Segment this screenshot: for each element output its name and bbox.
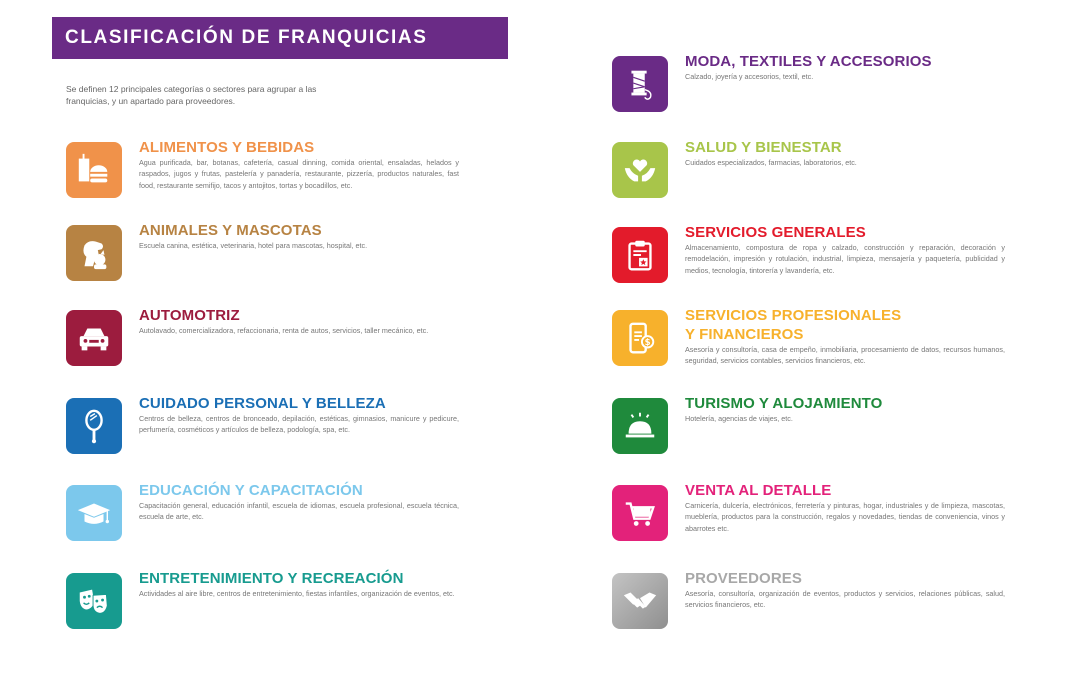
category-title: SALUD Y BIENESTAR [685,139,842,156]
car-icon [66,310,122,366]
category-description: Autolavado, comercializadora, refaccionaria, renta de autos, servicios, taller mecánico, etc. [139,326,429,335]
category-description: Centros de belleza, centros de bronceado, depilación, estéticas, gimnasios, manicure y pedicure, perfumería, cosméticos y artículos de belleza, podología, spa, etc. [139,414,459,435]
category-description: Actividades al aire libre, centros de entretenimiento, fiestas infantiles, organización de eventos, etc. [139,589,455,598]
clipboard-icon [612,227,668,283]
category-title: ENTRETENIMIENTO Y RECREACIÓN [139,570,404,587]
theater-masks-icon [66,573,122,629]
handshake-icon [612,573,668,629]
category-title: SERVICIOS PROFESIONALES Y FINANCIEROS [685,307,902,343]
category-description: Escuela canina, estética, veterinaria, hotel para mascotas, hospital, etc. [139,241,368,250]
graduation-cap-icon [66,485,122,541]
mirror-icon [66,398,122,454]
category-description: Carnicería, dulcería, electrónicos, ferretería y pinturas, hogar, industriales y de limpieza, mascotas, mueblería, productos para la construcción, regalos y novedades, tiendas de conveniencia, vinos y abarrotes etc. [685,501,1005,533]
food-icon [66,142,122,198]
intro-text: Se definen 12 principales categorías o sectores para agrupar a las franquicias, y un apartado para proveedores. [66,84,317,106]
category-title: AUTOMOTRIZ [139,307,240,324]
page-title: CLASIFICACIÓN DE FRANQUICIAS [65,27,428,48]
category-description: Hotelería, agencias de viajes, etc. [685,414,793,423]
phone-money-icon [612,310,668,366]
category-title: ALIMENTOS Y BEBIDAS [139,139,315,156]
category-title: TURISMO Y ALOJAMIENTO [685,395,883,412]
category-description: Calzado, joyería y accesorios, textil, etc. [685,72,814,81]
category-description: Cuidados especializados, farmacias, laboratorios, etc. [685,158,857,167]
category-title: ANIMALES Y MASCOTAS [139,222,322,239]
category-title: EDUCACIÓN Y CAPACITACIÓN [139,482,363,499]
service-bell-icon [612,398,668,454]
category-description: Agua purificada, bar, botanas, cafetería, casual dinning, comida oriental, ensaladas, helados y raspados, jugos y frutas, pastelería y panadería, restaurante, pizzería, productos naturales, fast food, restaurante semifijo, tacos y antojitos, tortas y bocadillos, etc. [139,158,459,190]
page-title-banner [52,17,508,59]
category-title: SERVICIOS GENERALES [685,224,866,241]
category-description: Asesoría y consultoría, casa de empeño, inmobiliaria, procesamiento de datos, recursos humanos, seguridad, servicios contables, servicios financieros, etc. [685,345,1005,366]
thread-spool-icon [612,56,668,112]
svg-text:$: $ [644,338,651,349]
category-description: Capacitación general, educación infantil, escuela de idiomas, escuela profesional, escuela técnica, escuela de arte, etc. [139,501,459,522]
pets-icon [66,225,122,281]
shopping-cart-icon [612,485,668,541]
category-title: MODA, TEXTILES Y ACCESORIOS [685,53,932,70]
category-title: VENTA AL DETALLE [685,482,832,499]
category-description: Asesoría, consultoría, organización de eventos, productos y servicios, relaciones públicas, salud, servicios financieros, etc. [685,589,1005,610]
category-title: CUIDADO PERSONAL Y BELLEZA [139,395,386,412]
category-description: Almacenamiento, compostura de ropa y calzado, construcción y reparación, decoración y remodelación, impresión y rotulación, industrial, limpieza, mensajería y paquetería, publicidad y medios, tecnología, tintorería y lavandería, etc. [685,243,1005,275]
category-title: PROVEEDORES [685,570,802,587]
heart-hands-icon [612,142,668,198]
